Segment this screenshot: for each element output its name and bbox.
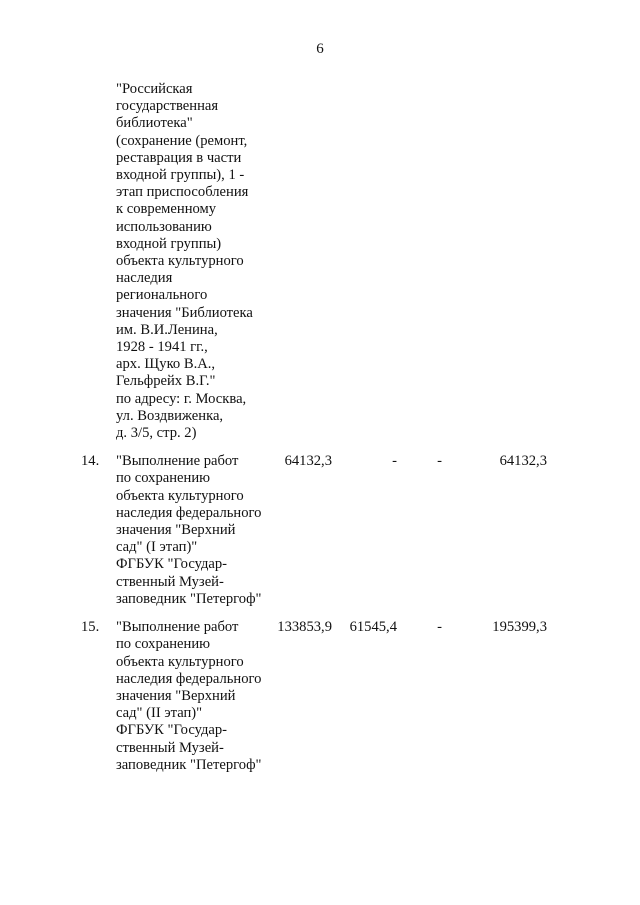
table-row <box>0 81 640 442</box>
description-line: "Российская <box>116 81 193 97</box>
description-line: значения "Верхний <box>116 687 236 704</box>
description-line: использованию <box>116 218 212 235</box>
description-line: "Выполнение работ <box>116 453 239 470</box>
description-line: 1928 - 1941 гг., <box>116 339 208 356</box>
description-line: "Выполнение работ <box>116 619 239 636</box>
description-line: заповедник "Петергоф" <box>116 590 262 607</box>
description-line: входной группы) <box>116 235 222 252</box>
description-line: наследия <box>116 270 173 287</box>
value-cell: - <box>392 453 397 470</box>
description-line: по адресу: г. Москва, <box>116 390 247 407</box>
description-line: арх. Щуко В.А., <box>116 356 216 373</box>
description-line: государственная <box>116 98 219 115</box>
description-line: (сохранение (ремонт, <box>116 132 248 149</box>
row-number: 14. <box>81 453 100 470</box>
value-cell: 64132,3 <box>284 453 332 470</box>
value-cell: - <box>437 453 442 470</box>
description-line: значения "Библиотека <box>116 304 253 321</box>
value-cell: 61545,4 <box>349 619 397 636</box>
description-line: ственный Музей- <box>116 739 224 756</box>
description-line: реставрация в части <box>116 149 242 166</box>
value-cell: - <box>437 619 442 636</box>
table-row <box>0 453 640 608</box>
description-line: сад" (II этап)" <box>116 705 203 722</box>
row-description <box>116 619 276 774</box>
description-line: по сохранению <box>116 636 211 653</box>
description-line: наследия федерального <box>116 670 262 687</box>
description-line: значения "Верхний <box>116 522 236 539</box>
description-line: ФГБУК "Государ- <box>116 556 228 573</box>
page-number: 6 <box>316 41 324 57</box>
value-cell: 195399,3 <box>492 619 547 636</box>
description-line: к современному <box>116 201 217 218</box>
value-cell: 64132,3 <box>499 453 547 470</box>
row-number: 15. <box>81 619 100 636</box>
description-line: объекта культурного <box>116 253 244 270</box>
description-line: объекта культурного <box>116 487 244 504</box>
table-row <box>0 619 640 774</box>
description-line: регионального <box>116 287 208 304</box>
description-line: этап приспособления <box>116 184 249 201</box>
description-line: ул. Воздвиженка, <box>116 407 224 424</box>
description-line: ственный Музей- <box>116 573 224 590</box>
description-line: объекта культурного <box>116 653 244 670</box>
description-line: ФГБУК "Государ- <box>116 722 228 739</box>
description-line: заповедник "Петергоф" <box>116 756 262 773</box>
description-line: библиотека" <box>116 115 193 132</box>
description-line: Гельфрейх В.Г." <box>116 373 216 390</box>
description-line: по сохранению <box>116 470 211 487</box>
description-line: наследия федерального <box>116 504 262 521</box>
description-line: им. В.И.Ленина, <box>116 321 218 338</box>
document-table <box>0 81 640 774</box>
value-cell: 133853,9 <box>277 619 332 636</box>
row-description <box>116 81 276 442</box>
row-description <box>116 453 276 608</box>
description-line: д. 3/5, стр. 2) <box>116 425 197 442</box>
description-line: входной группы), 1 - <box>116 167 245 184</box>
description-line: сад" (I этап)" <box>116 539 198 556</box>
